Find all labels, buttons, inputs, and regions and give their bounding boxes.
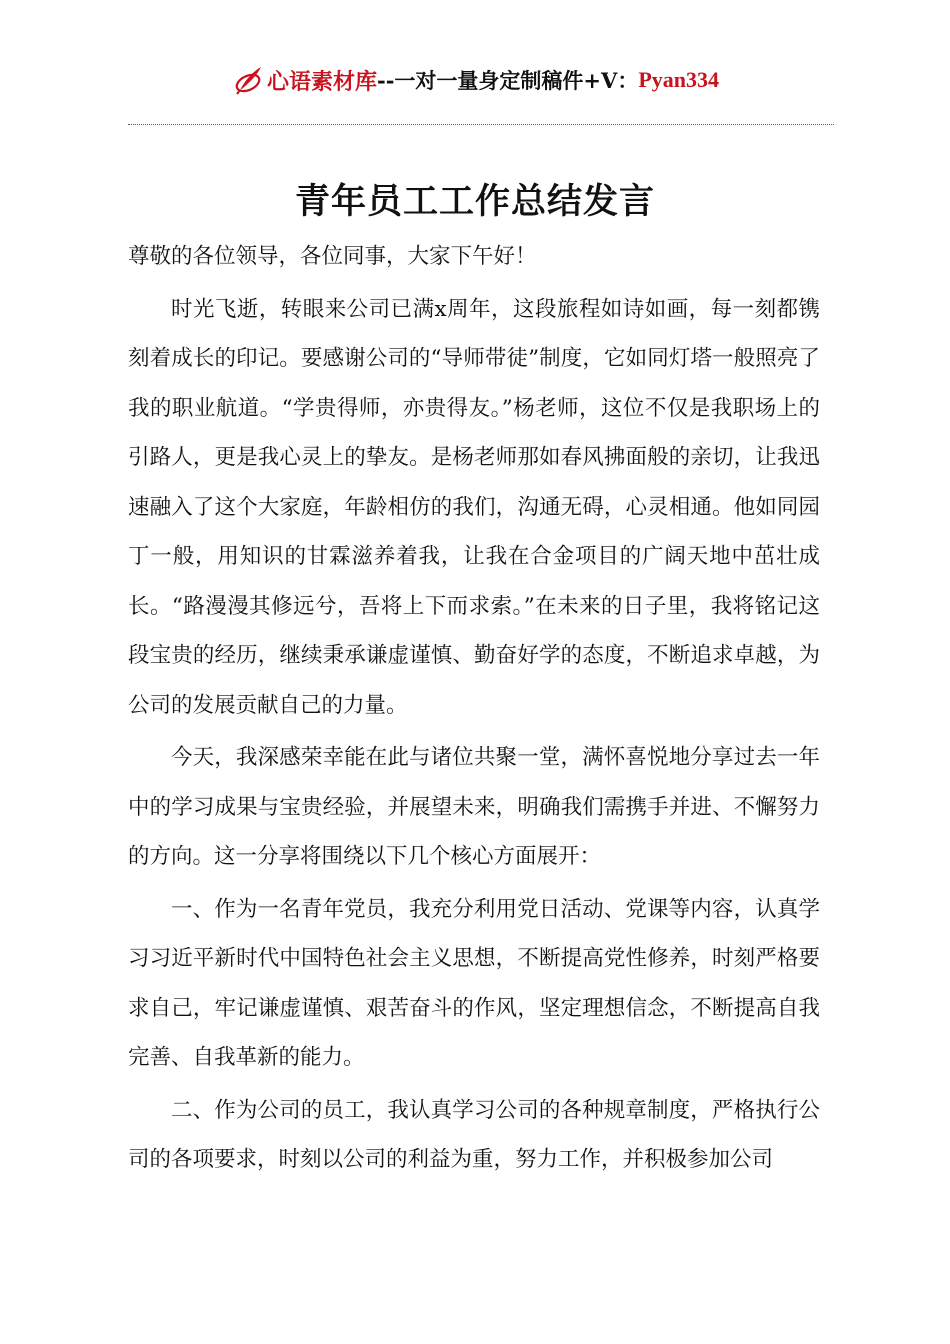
paragraph-3: 一、作为一名青年党员，我充分利用党日活动、党课等内容，认真学习习近平新时代中国特色社会主义思想，不断提高党性修养，时刻严格要求自己，牢记谦虚谨慎、艰苦奋斗的作风，坚定理想信念，不断提高自我完善、自我革新的能力。 — [128, 896, 820, 1070]
document-title: 青年员工工作总结发言 — [294, 181, 655, 222]
greeting: 尊敬的各位领导，各位同事，大家下午好！ — [128, 244, 537, 269]
page-header — [0, 58, 950, 102]
quill-logo-icon — [231, 63, 265, 97]
header-divider — [128, 124, 834, 125]
paragraph-1: 时光飞逝，转眼来公司已满x周年，这段旅程如诗如画，每一刻都镌刻着成长的印记。要感谢公司的“导师带徒”制度，它如同灯塔一般照亮了我的职业航道。“学贵得师，亦贵得友。”杨老师，这位不仅是我职场上的引路人，更是我心灵上的挚友。是杨老师那如春风拂面般的亲切，让我迅速融入了这个大家庭，年龄相仿的我们，沟通无碍，心灵相通。他如同园丁一般，用知识的甘霖滋养着我，让我在合金项目的广阔天地中茁壮成长。“路漫漫其修远兮，吾将上下而求索。”在未来的日子里，我将铭记这段宝贵的经历，继续秉承谦虚谨慎、勤奋好学的态度，不断追求卓越，为公司的发展贡献自己的力量。 — [128, 296, 820, 718]
brand-name: 心语素材库 — [266, 68, 377, 95]
paragraph-4: 二、作为公司的员工，我认真学习公司的各种规章制度，严格执行公司的各项要求，时刻以公司的利益为重，努力工作，并积极参加公司 — [128, 1097, 820, 1172]
wechat-id: Pyan334 — [638, 67, 720, 92]
header-slogan: --一对一量身定制稿件+V： — [377, 68, 639, 93]
document-body — [128, 232, 820, 1185]
paragraph-2: 今天，我深感荣幸能在此与诸位共聚一堂，满怀喜悦地分享过去一年中的学习成果与宝贵经验，并展望未来，明确我们需携手并进、不懈努力的方向。这一分享将围绕以下几个核心方面展开： — [128, 745, 820, 869]
